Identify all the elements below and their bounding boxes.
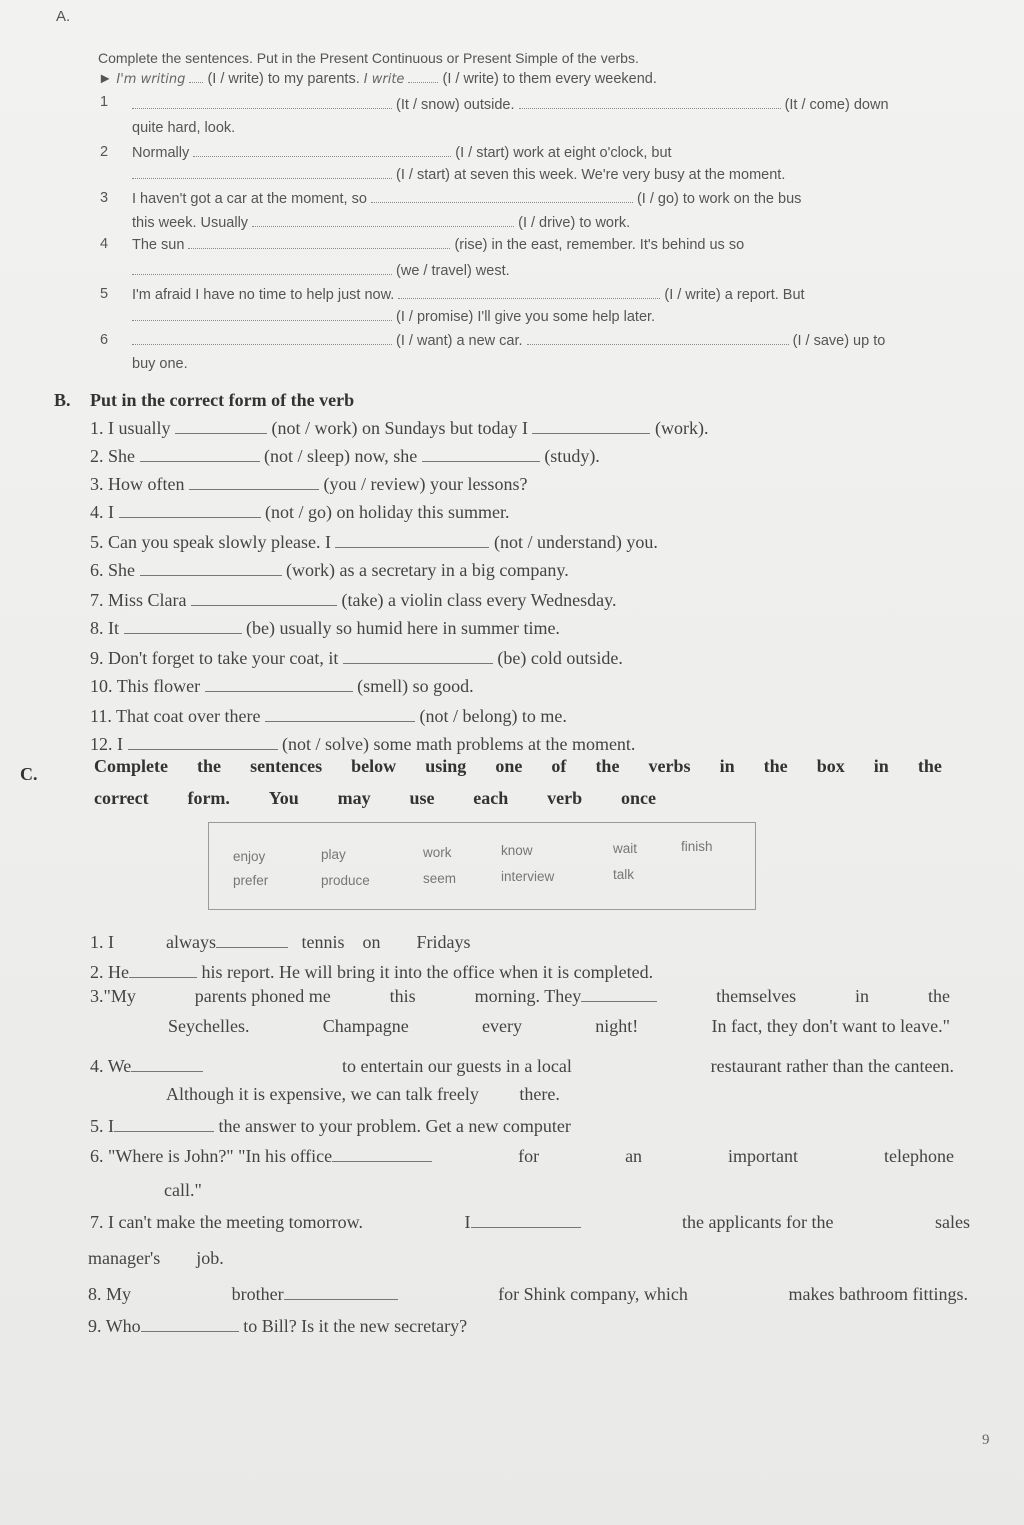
section-a-item-3-line-2: this week. Usually (I / drive) to work. xyxy=(132,215,631,231)
item-number: 5 xyxy=(100,286,109,302)
section-c-item-2: 2. He his report. He will bring it into the office when it is completed. xyxy=(90,962,654,982)
section-c-item-1-rest: always tennis on Fridays xyxy=(166,932,471,952)
section-b-item-10: 10. This flower (smell) so good. xyxy=(90,676,474,696)
verb-word: produce xyxy=(321,873,370,888)
section-a-item-6-line-2: buy one. xyxy=(132,356,188,372)
example-marker: ► xyxy=(98,71,113,87)
section-c-item-7-line-1: 7. I can't make the meeting tomorrow. I the applicants for the sales xyxy=(90,1212,970,1232)
item-number: 2 xyxy=(100,144,109,160)
section-c-item-9: 9. Who to Bill? Is it the new secretary? xyxy=(88,1316,468,1336)
section-c-item-6-line-1: 6. "Where is John?" "In his office for an important telephone xyxy=(90,1146,954,1166)
page-number: 9 xyxy=(982,1432,990,1448)
verb-word: talk xyxy=(613,867,635,882)
example-answer-2: I write xyxy=(363,72,405,87)
section-c-item-1: 1. I xyxy=(90,932,114,952)
section-c-item-5: 5. I the answer to your problem. Get a new computer xyxy=(90,1116,571,1136)
section-a-item-4-line-2: (we / travel) west. xyxy=(132,262,510,279)
section-c-item-4-line-1: 4. We to entertain our guests in a local restaurant rather than the canteen. xyxy=(90,1056,954,1076)
item-number: 3 xyxy=(100,190,109,206)
section-b-item-6: 6. She (work) as a secretary in a big company. xyxy=(90,560,569,580)
section-b-item-3: 3. How often (you / review) your lessons? xyxy=(90,474,528,494)
verb-word: interview xyxy=(501,869,555,884)
verb-word: work xyxy=(423,845,452,860)
item-number: 6 xyxy=(100,332,109,348)
section-a-item-2-line-2: (I / start) at seven this week. We're very busy at the moment. xyxy=(132,166,785,183)
example-text-1: (I / write) to my parents. xyxy=(207,71,360,87)
section-c-item-6-line-2: call." xyxy=(164,1180,202,1200)
section-a-item-4-line-1: The sun (rise) in the east, remember. It's behind us so xyxy=(132,237,745,253)
verb-word: wait xyxy=(613,841,638,856)
section-a-item-2-line-1: Normally (I / start) work at eight o'clock, but xyxy=(132,145,672,161)
section-c-instruction-line-2: correct form. You may use each verb once xyxy=(94,788,656,808)
item-number: 4 xyxy=(100,236,109,252)
verb-word: seem xyxy=(423,871,457,886)
section-a-item-5-line-2: (I / promise) I'll give you some help later. xyxy=(132,308,655,325)
example-text-2: (I / write) to them every weekend. xyxy=(442,71,657,87)
section-a-example xyxy=(98,70,657,87)
section-b-item-1: 1. I usually (not / work) on Sundays but today I (work). xyxy=(90,418,709,438)
verb-word: enjoy xyxy=(233,849,266,864)
section-b-item-2: 2. She (not / sleep) now, she (study). xyxy=(90,446,600,466)
section-c-item-3-line-1: 3."My parents phoned me this morning. They themselves in the xyxy=(90,986,950,1006)
section-c-letter: C. xyxy=(20,764,38,784)
section-a-item-3-line-1: I haven't got a car at the moment, so (I / go) to work on the bus xyxy=(132,191,802,207)
verb-box xyxy=(208,822,756,910)
example-answer-1: I'm writing xyxy=(116,72,186,87)
section-b-item-9: 9. Don't forget to take your coat, it (be) cold outside. xyxy=(90,648,623,668)
section-b-letter: B. xyxy=(54,390,71,410)
section-a-item-1-line-1: (It / snow) outside. (It / come) down xyxy=(132,96,889,113)
section-a-instruction: Complete the sentences. Put in the Present Continuous or Present Simple of the verbs. xyxy=(98,50,639,66)
section-a-item-6-line-1: (I / want) a new car. (I / save) up to xyxy=(132,332,885,349)
section-b-item-4: 4. I (not / go) on holiday this summer. xyxy=(90,502,510,522)
section-c-item-3-line-2: Seychelles. Champagne every night! In fact, they don't want to leave." xyxy=(168,1016,950,1036)
section-b-item-5: 5. Can you speak slowly please. I (not / understand) you. xyxy=(90,532,658,552)
section-b-instruction: Put in the correct form of the verb xyxy=(90,390,355,410)
section-a-letter: A. xyxy=(56,8,71,25)
verb-word: finish xyxy=(681,839,713,854)
item-number: 1 xyxy=(100,94,109,110)
verb-word: know xyxy=(501,843,533,858)
section-c-item-7-line-2: manager's job. xyxy=(88,1248,224,1268)
section-c-item-4-line-2: Although it is expensive, we can talk freely there. xyxy=(166,1084,560,1104)
section-c-item-8: 8. My brother for Shink company, which makes bathroom fittings. xyxy=(88,1284,968,1304)
section-b-item-11: 11. That coat over there (not / belong) to me. xyxy=(90,706,567,726)
section-a-item-5-line-1: I'm afraid I have no time to help just now. (I / write) a report. But xyxy=(132,287,805,303)
section-c-instruction-line-1: Complete the sentences below using one of the verbs in the box in the xyxy=(94,756,942,776)
verb-word: play xyxy=(321,847,346,862)
section-b-item-12: 12. I (not / solve) some math problems at the moment. xyxy=(90,734,636,754)
verb-word: prefer xyxy=(233,873,269,888)
section-b-item-7: 7. Miss Clara (take) a violin class every Wednesday. xyxy=(90,590,617,610)
section-b-item-8: 8. It (be) usually so humid here in summer time. xyxy=(90,618,560,638)
section-a-item-1-line-2: quite hard, look. xyxy=(132,120,236,136)
